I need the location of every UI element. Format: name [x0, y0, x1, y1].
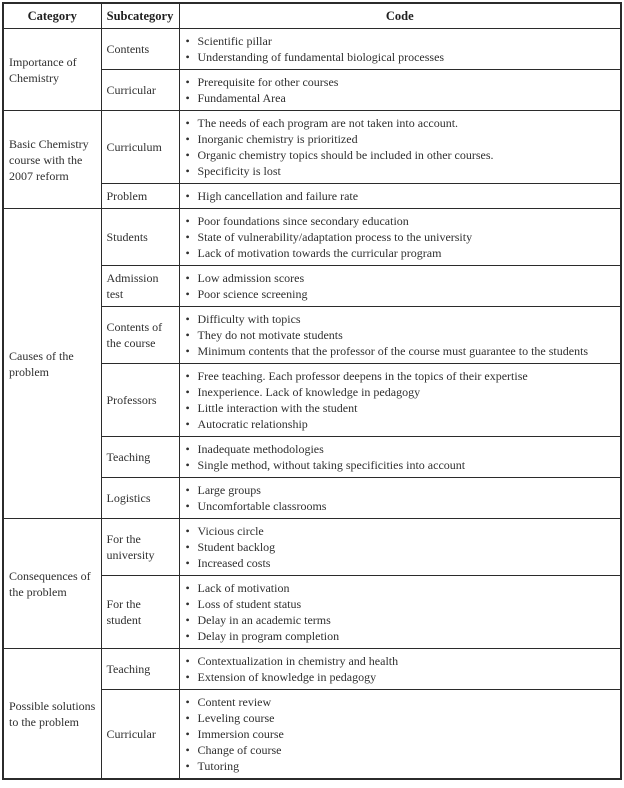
code-list: [185, 74, 616, 106]
code-cell: [179, 576, 621, 649]
subcategory-cell: Curricular: [101, 690, 179, 780]
code-item: • Loss of student status: [185, 596, 616, 612]
header-row: [3, 3, 621, 29]
code-item: • They do not motivate students: [185, 327, 616, 343]
code-item: • Extension of knowledge in pedagogy: [185, 669, 616, 685]
code-cell: [179, 307, 621, 364]
code-list: [185, 368, 616, 432]
code-item: • Delay in an academic terms: [185, 612, 616, 628]
code-item: • Delay in program completion: [185, 628, 616, 644]
subcategory-cell: For the student: [101, 576, 179, 649]
code-item: • Inorganic chemistry is prioritized: [185, 131, 616, 147]
code-cell: [179, 184, 621, 209]
code-item: • The needs of each program are not taken into account.: [185, 115, 616, 131]
code-item: • Specificity is lost: [185, 163, 616, 179]
subcategory-cell: Contents of the course: [101, 307, 179, 364]
code-list: [185, 33, 616, 65]
code-item: • Difficulty with topics: [185, 311, 616, 327]
code-item: • Vicious circle: [185, 523, 616, 539]
header-category: Category: [3, 3, 101, 29]
code-list: [185, 311, 616, 359]
code-item: • Immersion course: [185, 726, 616, 742]
code-cell: [179, 111, 621, 184]
code-item: • Poor foundations since secondary education: [185, 213, 616, 229]
code-list: [185, 441, 616, 473]
code-list: [185, 580, 616, 644]
code-cell: [179, 690, 621, 780]
code-item: • Tutoring: [185, 758, 616, 774]
code-item: • Large groups: [185, 482, 616, 498]
code-item: • Little interaction with the student: [185, 400, 616, 416]
code-item: • Leveling course: [185, 710, 616, 726]
category-cell: Importance of Chemistry: [3, 29, 101, 111]
code-item: • Understanding of fundamental biological processes: [185, 49, 616, 65]
code-item: • Minimum contents that the professor of the course must guarantee to the students: [185, 343, 616, 359]
code-list: [185, 213, 616, 261]
code-cell: [179, 209, 621, 266]
subcategory-cell: Logistics: [101, 478, 179, 519]
code-item: • Fundamental Area: [185, 90, 616, 106]
subcategory-cell: Students: [101, 209, 179, 266]
code-item: • State of vulnerability/adaptation process to the university: [185, 229, 616, 245]
code-item: • High cancellation and failure rate: [185, 188, 616, 204]
header-subcategory: Subcategory: [101, 3, 179, 29]
code-cell: [179, 70, 621, 111]
category-cell: Consequences of the problem: [3, 519, 101, 649]
code-cell: [179, 364, 621, 437]
header-code: Code: [179, 3, 621, 29]
category-cell: Possible solutions to the problem: [3, 649, 101, 780]
code-item: • Low admission scores: [185, 270, 616, 286]
code-item: • Uncomfortable classrooms: [185, 498, 616, 514]
subcategory-cell: Professors: [101, 364, 179, 437]
code-list: [185, 115, 616, 179]
subcategory-cell: Curricular: [101, 70, 179, 111]
code-cell: [179, 266, 621, 307]
subcategory-cell: Contents: [101, 29, 179, 70]
code-cell: [179, 437, 621, 478]
code-item: • Prerequisite for other courses: [185, 74, 616, 90]
subcategory-cell: Teaching: [101, 649, 179, 690]
code-item: • Autocratic relationship: [185, 416, 616, 432]
code-list: [185, 694, 616, 774]
code-item: • Poor science screening: [185, 286, 616, 302]
table-row: [3, 519, 621, 576]
qualitative-coding-table: [2, 2, 622, 780]
code-item: • Change of course: [185, 742, 616, 758]
category-cell: Basic Chemistry course with the 2007 reform: [3, 111, 101, 209]
code-cell: [179, 649, 621, 690]
subcategory-cell: Admission test: [101, 266, 179, 307]
subcategory-cell: Teaching: [101, 437, 179, 478]
table-row: [3, 29, 621, 70]
code-item: • Student backlog: [185, 539, 616, 555]
code-item: • Single method, without taking specificities into account: [185, 457, 616, 473]
code-item: • Scientific pillar: [185, 33, 616, 49]
table-row: [3, 209, 621, 266]
table-row: [3, 649, 621, 690]
code-cell: [179, 29, 621, 70]
code-list: [185, 482, 616, 514]
subcategory-cell: Problem: [101, 184, 179, 209]
code-item: • Lack of motivation towards the curricular program: [185, 245, 616, 261]
code-item: • Increased costs: [185, 555, 616, 571]
code-cell: [179, 519, 621, 576]
code-item: • Organic chemistry topics should be included in other courses.: [185, 147, 616, 163]
code-item: • Contextualization in chemistry and health: [185, 653, 616, 669]
code-item: • Lack of motivation: [185, 580, 616, 596]
code-list: [185, 653, 616, 685]
code-list: [185, 188, 616, 204]
subcategory-cell: Curriculum: [101, 111, 179, 184]
code-item: • Free teaching. Each professor deepens in the topics of their expertise: [185, 368, 616, 384]
code-list: [185, 523, 616, 571]
subcategory-cell: For the university: [101, 519, 179, 576]
code-item: • Content review: [185, 694, 616, 710]
code-item: • Inadequate methodologies: [185, 441, 616, 457]
category-cell: Causes of the problem: [3, 209, 101, 519]
code-list: [185, 270, 616, 302]
code-cell: [179, 478, 621, 519]
code-item: • Inexperience. Lack of knowledge in pedagogy: [185, 384, 616, 400]
table-row: [3, 111, 621, 184]
